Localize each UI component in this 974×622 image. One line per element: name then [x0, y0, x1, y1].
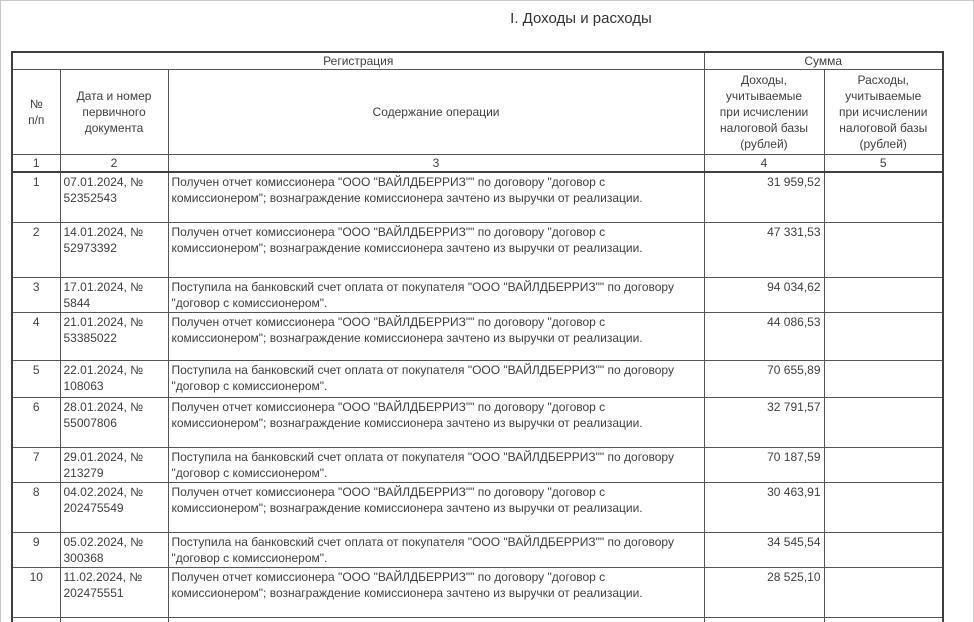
cell-row-number: 7 — [12, 447, 60, 482]
table-row — [12, 447, 943, 482]
cell-doc — [60, 617, 168, 622]
column-index-3: 3 — [168, 155, 704, 173]
cell-doc: 17.01.2024, № 5844 — [60, 277, 168, 312]
table-row — [12, 222, 943, 277]
cell-expense — [824, 312, 943, 360]
cell-row-number: 10 — [12, 567, 60, 617]
group-header-registration: Регистрация — [12, 52, 704, 70]
cell-doc: 29.01.2024, № 213279 — [60, 447, 168, 482]
cell-expense — [824, 172, 943, 222]
cell-operation: Получен отчет комиссионера "ООО "ВАЙЛДБЕРРИЗ"" по договору "договор с комиссионером"; вознаграждение комиссионера зачтено из выручки от реализации. — [168, 172, 704, 222]
cell-doc: 07.01.2024, № 52352543 — [60, 172, 168, 222]
column-index-4: 4 — [704, 155, 824, 173]
cell-operation: Поступила на банковский счет оплата от покупателя "ООО "ВАЙЛДБЕРРИЗ"" по договору "договор с комиссионером". — [168, 360, 704, 397]
group-header-sum: Сумма — [704, 52, 943, 70]
column-index-5: 5 — [824, 155, 943, 173]
cell-income: 28 525,10 — [704, 567, 824, 617]
table-row — [12, 532, 943, 567]
cell-row-number: 9 — [12, 532, 60, 567]
cell-doc: 14.01.2024, № 52973392 — [60, 222, 168, 277]
cell-doc: 04.02.2024, № 202475549 — [60, 482, 168, 532]
cell-expense — [824, 532, 943, 567]
cell-operation: Получен отчет комиссионера "ООО "ВАЙЛДБЕРРИЗ"" по договору "договор с комиссионером"; вознаграждение комиссионера зачтено из выручки от реализации. — [168, 567, 704, 617]
cell-doc: 21.01.2024, № 53385022 — [60, 312, 168, 360]
table-row — [12, 172, 943, 222]
cell-expense — [824, 482, 943, 532]
cell-income: 70 187,59 — [704, 447, 824, 482]
cell-operation: Получен отчет комиссионера "ООО "ВАЙЛДБЕРРИЗ"" по договору "договор с комиссионером"; вознаграждение комиссионера зачтено из выручки от реализации. — [168, 482, 704, 532]
cell-row-number: 1 — [12, 172, 60, 222]
table-row — [12, 567, 943, 617]
column-index-1: 1 — [12, 155, 60, 173]
cell-expense — [824, 277, 943, 312]
cell-operation: Получен отчет комиссионера "ООО "ВАЙЛДБЕРРИЗ"" по договору "договор с комиссионером"; вознаграждение комиссионера зачтено из выручки от реализации. — [168, 222, 704, 277]
cell-doc: 05.02.2024, № 300368 — [60, 532, 168, 567]
page-title: I. Доходы и расходы — [510, 10, 652, 27]
cell-expense — [824, 447, 943, 482]
cell-expense — [824, 360, 943, 397]
cell-income: 44 086,53 — [704, 312, 824, 360]
cell-operation — [168, 617, 704, 622]
table-row — [12, 312, 943, 360]
cell-operation: Поступила на банковский счет оплата от покупателя "ООО "ВАЙЛДБЕРРИЗ"" по договору "договор с комиссионером". — [168, 447, 704, 482]
column-index-2: 2 — [60, 155, 168, 173]
cell-expense — [824, 567, 943, 617]
cell-income — [704, 617, 824, 622]
cell-operation: Получен отчет комиссионера "ООО "ВАЙЛДБЕРРИЗ"" по договору "договор с комиссионером"; вознаграждение комиссионера зачтено из выручки от реализации. — [168, 397, 704, 447]
cell-operation: Получен отчет комиссионера "ООО "ВАЙЛДБЕРРИЗ"" по договору "договор с комиссионером"; вознаграждение комиссионера зачтено из выручки от реализации. — [168, 312, 704, 360]
column-header-income: Доходы, учитываемые при исчислении налоговой базы (рублей) — [704, 70, 824, 155]
cell-row-number: 5 — [12, 360, 60, 397]
cell-row-number: 2 — [12, 222, 60, 277]
cell-expense — [824, 397, 943, 447]
cell-expense — [824, 617, 943, 622]
cell-income: 30 463,91 — [704, 482, 824, 532]
cell-income: 34 545,54 — [704, 532, 824, 567]
column-header-doc: Дата и номер первичного документа — [60, 70, 168, 155]
table-row — [12, 397, 943, 447]
cell-row-number — [12, 617, 60, 622]
cell-income: 47 331,53 — [704, 222, 824, 277]
table-column-index-row — [12, 155, 943, 173]
cell-income: 32 791,57 — [704, 397, 824, 447]
cell-income: 31 959,52 — [704, 172, 824, 222]
table-group-header-row — [12, 52, 943, 70]
cell-operation: Поступила на банковский счет оплата от покупателя "ООО "ВАЙЛДБЕРРИЗ"" по договору "договор с комиссионером". — [168, 277, 704, 312]
income-expense-table — [11, 51, 944, 622]
cell-income: 94 034,62 — [704, 277, 824, 312]
column-header-num: № п/п — [12, 70, 60, 155]
cell-income: 70 655,89 — [704, 360, 824, 397]
cell-row-number: 4 — [12, 312, 60, 360]
cell-row-number: 3 — [12, 277, 60, 312]
cell-row-number: 8 — [12, 482, 60, 532]
cell-doc: 11.02.2024, № 202475551 — [60, 567, 168, 617]
cell-operation: Поступила на банковский счет оплата от покупателя "ООО "ВАЙЛДБЕРРИЗ"" по договору "договор с комиссионером". — [168, 532, 704, 567]
table-row — [12, 360, 943, 397]
cell-doc: 28.01.2024, № 55007806 — [60, 397, 168, 447]
table-row — [12, 277, 943, 312]
cell-expense — [824, 222, 943, 277]
table-header-row — [12, 70, 943, 155]
table-row-partial — [12, 617, 943, 622]
cell-doc: 22.01.2024, № 108063 — [60, 360, 168, 397]
column-header-expense: Расходы, учитываемые при исчислении налоговой базы (рублей) — [824, 70, 943, 155]
table-row — [12, 482, 943, 532]
cell-row-number: 6 — [12, 397, 60, 447]
column-header-operation: Содержание операции — [168, 70, 704, 155]
